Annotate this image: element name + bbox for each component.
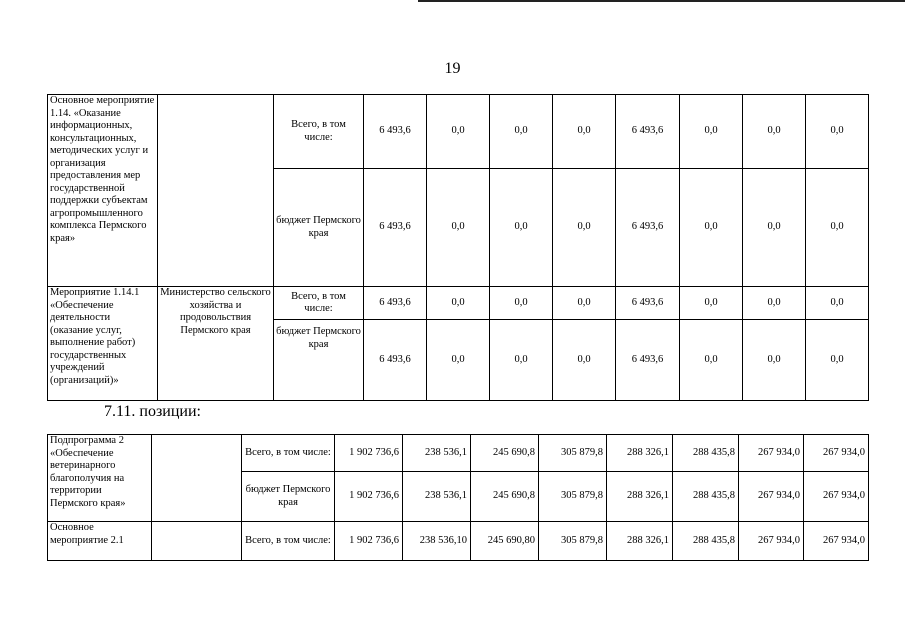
value-cell: 0,0 — [553, 169, 616, 287]
value-cell: 267 934,0 — [739, 522, 804, 561]
value-cell: 0,0 — [680, 95, 743, 169]
section-heading: 7.11. позиции: — [104, 403, 201, 420]
value-cell: 6 493,6 — [364, 169, 427, 287]
executor: Министерство сельского хозяйства и продовольствия Пермского края — [158, 287, 274, 401]
value-cell: 267 934,0 — [804, 472, 869, 522]
top-rule — [418, 0, 905, 2]
value-cell: 267 934,0 — [739, 472, 804, 522]
value-cell: 6 493,6 — [616, 287, 680, 320]
funding-type: Всего, в том числе: — [274, 287, 364, 320]
value-cell: 0,0 — [490, 95, 553, 169]
value-cell: 245 690,8 — [471, 472, 539, 522]
value-cell: 267 934,0 — [804, 435, 869, 472]
value-cell: 0,0 — [806, 95, 869, 169]
value-cell: 1 902 736,6 — [335, 435, 403, 472]
value-cell: 305 879,8 — [539, 472, 607, 522]
value-cell: 288 326,1 — [607, 472, 673, 522]
value-cell: 6 493,6 — [364, 95, 427, 169]
table-row — [48, 95, 869, 169]
funding-type: бюджет Пермского края — [242, 472, 335, 522]
funding-type: бюджет Пермского края — [274, 320, 364, 401]
value-cell: 0,0 — [490, 320, 553, 401]
executor — [152, 435, 242, 522]
value-cell: 288 435,8 — [673, 522, 739, 561]
budget-table-1 — [47, 94, 869, 401]
executor — [152, 522, 242, 561]
value-cell: 238 536,1 — [403, 435, 471, 472]
value-cell: 0,0 — [553, 287, 616, 320]
funding-type: Всего, в том числе: — [242, 522, 335, 561]
table-row — [48, 435, 869, 472]
value-cell: 0,0 — [743, 169, 806, 287]
value-cell: 0,0 — [427, 320, 490, 401]
value-cell: 288 435,8 — [673, 472, 739, 522]
value-cell: 6 493,6 — [364, 287, 427, 320]
funding-type: Всего, в том числе: — [242, 435, 335, 472]
value-cell: 0,0 — [490, 169, 553, 287]
value-cell: 0,0 — [427, 169, 490, 287]
value-cell: 0,0 — [680, 169, 743, 287]
value-cell: 0,0 — [427, 95, 490, 169]
value-cell: 0,0 — [743, 287, 806, 320]
value-cell: 0,0 — [680, 287, 743, 320]
value-cell: 1 902 736,6 — [335, 522, 403, 561]
value-cell: 238 536,10 — [403, 522, 471, 561]
value-cell: 288 326,1 — [607, 435, 673, 472]
value-cell: 267 934,0 — [804, 522, 869, 561]
value-cell: 6 493,6 — [616, 320, 680, 401]
value-cell: 288 326,1 — [607, 522, 673, 561]
activity-name: Подпрограмма 2 «Обеспечение ветеринарного благополучия на территории Пермского края» — [48, 435, 152, 522]
value-cell: 6 493,6 — [364, 320, 427, 401]
activity-name: Основное мероприятие 2.1 — [48, 522, 152, 561]
table-row — [48, 522, 869, 561]
page-number: 19 — [444, 60, 461, 77]
activity-name: Основное мероприятие 1.14. «Оказание информационных, консультационных, методических услуг и организация предоставления мер государственной поддержки субъектам агропромышленного комплекса Пермского края» — [48, 95, 158, 287]
budget-table-2 — [47, 434, 869, 561]
value-cell: 245 690,8 — [471, 435, 539, 472]
executor — [158, 95, 274, 287]
value-cell: 267 934,0 — [739, 435, 804, 472]
value-cell: 245 690,80 — [471, 522, 539, 561]
value-cell: 0,0 — [806, 320, 869, 401]
value-cell: 0,0 — [806, 169, 869, 287]
funding-type: бюджет Пермского края — [274, 169, 364, 287]
value-cell: 0,0 — [743, 320, 806, 401]
value-cell: 305 879,8 — [539, 435, 607, 472]
value-cell: 238 536,1 — [403, 472, 471, 522]
value-cell: 0,0 — [553, 320, 616, 401]
value-cell: 0,0 — [553, 95, 616, 169]
value-cell: 0,0 — [680, 320, 743, 401]
value-cell: 288 435,8 — [673, 435, 739, 472]
funding-type: Всего, в том числе: — [274, 95, 364, 169]
table-row — [48, 287, 869, 320]
value-cell: 0,0 — [427, 287, 490, 320]
value-cell: 1 902 736,6 — [335, 472, 403, 522]
value-cell: 6 493,6 — [616, 169, 680, 287]
value-cell: 6 493,6 — [616, 95, 680, 169]
value-cell: 0,0 — [743, 95, 806, 169]
value-cell: 0,0 — [806, 287, 869, 320]
value-cell: 305 879,8 — [539, 522, 607, 561]
value-cell: 0,0 — [490, 287, 553, 320]
activity-name: Мероприятие 1.14.1 «Обеспечение деятельности (оказание услуг, выполнение работ) государственных учреждений (организаций)» — [48, 287, 158, 401]
